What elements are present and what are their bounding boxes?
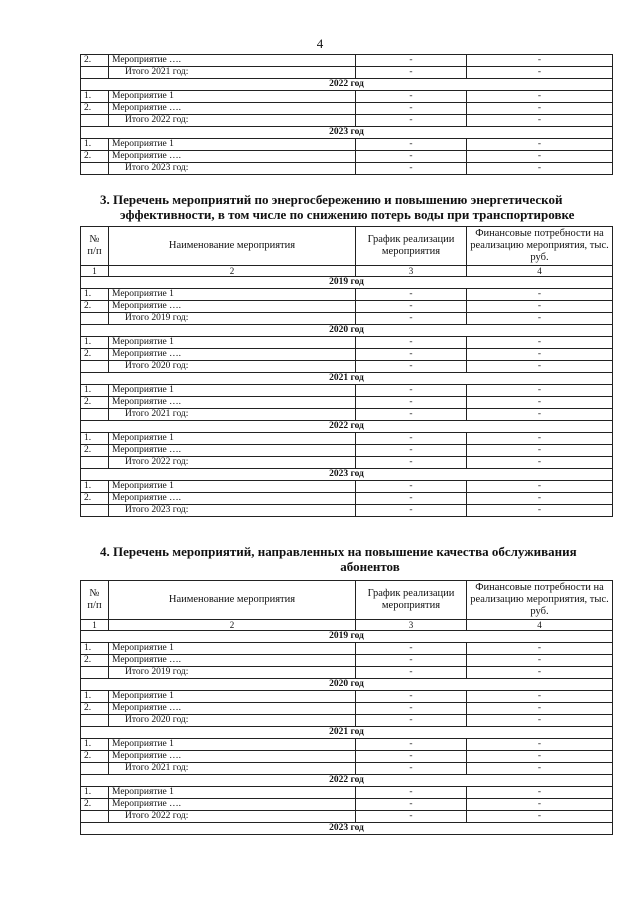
total-row [81,811,613,823]
column-number: 3 [356,266,467,277]
row-number: 2. [81,751,109,763]
schedule-cell: - [356,433,467,445]
row-number: 2. [81,655,109,667]
schedule-cell: - [356,151,467,163]
section-4-heading-line1: 4. Перечень мероприятий, направленных на повышение качества обслуживания [100,544,577,559]
schedule-cell: - [356,337,467,349]
activity-name: Мероприятие …. [109,301,356,313]
cost-cell: - [467,667,613,679]
cost-cell: - [467,91,613,103]
section-3-heading-line2: эффективности, в том числе по снижению потерь воды при транспортировке [120,207,575,222]
schedule-cell: - [356,289,467,301]
cost-cell: - [467,763,613,775]
column-number: 4 [467,620,613,631]
cost-cell: - [467,289,613,301]
year-label: 2021 год [81,727,613,739]
schedule-cell: - [356,385,467,397]
schedule-cell: - [356,397,467,409]
cost-cell: - [467,349,613,361]
table-row [81,91,613,103]
total-label: Итого 2021 год: [109,763,356,775]
year-row [81,823,613,835]
cost-cell: - [467,139,613,151]
year-label: 2022 год [81,79,613,91]
header-name: Наименование мероприятия [109,581,356,620]
table-row [81,739,613,751]
total-label: Итого 2019 год: [109,667,356,679]
year-label: 2022 год [81,775,613,787]
schedule-cell: - [356,481,467,493]
cost-cell: - [467,397,613,409]
year-label: 2023 год [81,823,613,835]
cost-cell: - [467,301,613,313]
table-row [81,103,613,115]
activity-name: Мероприятие 1 [109,289,356,301]
table-row [81,55,613,67]
total-label: Итого 2023 год: [109,163,356,175]
table-row [81,289,613,301]
table-row [81,151,613,163]
year-row [81,127,613,139]
header-name: Наименование мероприятия [109,227,356,266]
row-number: 1. [81,91,109,103]
row-number: 2. [81,703,109,715]
row-number [81,67,109,79]
table-row [81,139,613,151]
row-number: 2. [81,349,109,361]
schedule-cell: - [356,349,467,361]
table-row [81,703,613,715]
table-row [81,433,613,445]
cost-cell: - [467,493,613,505]
activity-name: Мероприятие 1 [109,91,356,103]
schedule-cell: - [356,313,467,325]
column-number-row [81,266,613,277]
total-row [81,715,613,727]
section-4-table [80,580,613,835]
schedule-cell: - [356,787,467,799]
total-row [81,505,613,517]
row-number: 2. [81,799,109,811]
header-schedule: График реализации мероприятия [356,581,467,620]
activity-name: Мероприятие 1 [109,385,356,397]
row-number: 1. [81,787,109,799]
column-number: 4 [467,266,613,277]
row-number [81,163,109,175]
table-row [81,349,613,361]
schedule-cell: - [356,751,467,763]
row-number [81,115,109,127]
row-number: 2. [81,397,109,409]
activity-name: Мероприятие …. [109,103,356,115]
schedule-cell: - [356,115,467,127]
schedule-cell: - [356,691,467,703]
year-row [81,421,613,433]
activity-name: Мероприятие …. [109,55,356,67]
section-3-table [80,226,613,517]
cost-cell: - [467,115,613,127]
activity-name: Мероприятие …. [109,493,356,505]
total-row [81,361,613,373]
row-number: 2. [81,493,109,505]
column-number: 1 [81,266,109,277]
schedule-cell: - [356,763,467,775]
schedule-cell: - [356,457,467,469]
activity-name: Мероприятие 1 [109,139,356,151]
year-row [81,325,613,337]
header-num: № п/п [81,227,109,266]
row-number: 2. [81,151,109,163]
cost-cell: - [467,361,613,373]
total-row [81,313,613,325]
header-schedule: График реализации мероприятия [356,227,467,266]
row-number: 1. [81,739,109,751]
row-number: 1. [81,643,109,655]
schedule-cell: - [356,55,467,67]
row-number: 1. [81,337,109,349]
row-number [81,505,109,517]
cost-cell: - [467,337,613,349]
section-4-heading [100,544,620,574]
cost-cell: - [467,655,613,667]
total-label: Итого 2023 год: [109,505,356,517]
year-row [81,727,613,739]
row-number [81,811,109,823]
activity-name: Мероприятие 1 [109,739,356,751]
total-row [81,409,613,421]
schedule-cell: - [356,409,467,421]
table-row [81,643,613,655]
schedule-cell: - [356,493,467,505]
cost-cell: - [467,643,613,655]
year-row [81,631,613,643]
row-number: 2. [81,103,109,115]
total-label: Итого 2022 год: [109,115,356,127]
year-row [81,79,613,91]
table-row [81,787,613,799]
table-row [81,397,613,409]
column-number-row [81,620,613,631]
page-number: 4 [316,36,324,51]
table-row [81,799,613,811]
cost-cell: - [467,67,613,79]
year-label: 2023 год [81,127,613,139]
activity-name: Мероприятие …. [109,151,356,163]
activity-name: Мероприятие …. [109,655,356,667]
year-label: 2019 год [81,631,613,643]
row-number [81,457,109,469]
schedule-cell: - [356,361,467,373]
activity-name: Мероприятие …. [109,349,356,361]
activity-name: Мероприятие …. [109,751,356,763]
schedule-cell: - [356,703,467,715]
row-number [81,361,109,373]
table-row [81,751,613,763]
cost-cell: - [467,163,613,175]
table-header-row [81,581,613,620]
cost-cell: - [467,385,613,397]
schedule-cell: - [356,67,467,79]
row-number: 2. [81,55,109,67]
row-number [81,409,109,421]
total-row [81,163,613,175]
total-row [81,667,613,679]
activity-name: Мероприятие 1 [109,787,356,799]
column-number: 2 [109,620,356,631]
section-3-heading-line1: 3. Перечень мероприятий по энергосбережению и повышению энергетической [100,192,563,207]
cost-cell: - [467,55,613,67]
table-row [81,337,613,349]
row-number: 2. [81,301,109,313]
activity-name: Мероприятие …. [109,445,356,457]
schedule-cell: - [356,91,467,103]
cost-cell: - [467,445,613,457]
year-row [81,469,613,481]
section-3-heading [100,192,620,222]
total-label: Итого 2021 год: [109,409,356,421]
header-num: № п/п [81,581,109,620]
year-row [81,373,613,385]
row-number: 2. [81,445,109,457]
year-row [81,679,613,691]
row-number [81,715,109,727]
year-label: 2021 год [81,373,613,385]
schedule-cell: - [356,655,467,667]
schedule-cell: - [356,739,467,751]
section-4-heading-line2: абонентов [340,559,400,574]
row-number: 1. [81,433,109,445]
row-number [81,313,109,325]
activity-name: Мероприятие …. [109,397,356,409]
total-row [81,115,613,127]
activity-name: Мероприятие 1 [109,481,356,493]
schedule-cell: - [356,667,467,679]
year-label: 2020 год [81,325,613,337]
schedule-cell: - [356,643,467,655]
total-label: Итого 2020 год: [109,361,356,373]
table-row [81,481,613,493]
activity-name: Мероприятие 1 [109,643,356,655]
column-number: 3 [356,620,467,631]
row-number [81,763,109,775]
cost-cell: - [467,691,613,703]
cost-cell: - [467,739,613,751]
activity-name: Мероприятие 1 [109,337,356,349]
year-row [81,775,613,787]
row-number: 1. [81,139,109,151]
row-number: 1. [81,385,109,397]
cost-cell: - [467,313,613,325]
table-row [81,445,613,457]
total-label: Итого 2021 год: [109,67,356,79]
row-number [81,667,109,679]
schedule-cell: - [356,799,467,811]
row-number: 1. [81,481,109,493]
schedule-cell: - [356,139,467,151]
activity-name: Мероприятие 1 [109,691,356,703]
cost-cell: - [467,151,613,163]
schedule-cell: - [356,505,467,517]
header-cost: Финансовые потребности на реализацию мероприятия, тыс. руб. [467,227,613,266]
total-row [81,457,613,469]
schedule-cell: - [356,103,467,115]
total-label: Итого 2022 год: [109,811,356,823]
activity-name: Мероприятие 1 [109,433,356,445]
cost-cell: - [467,799,613,811]
total-label: Итого 2019 год: [109,313,356,325]
table-row [81,691,613,703]
cost-cell: - [467,505,613,517]
column-number: 1 [81,620,109,631]
schedule-cell: - [356,715,467,727]
schedule-cell: - [356,301,467,313]
cost-cell: - [467,481,613,493]
year-row [81,277,613,289]
year-label: 2022 год [81,421,613,433]
cost-cell: - [467,787,613,799]
top-table [80,54,613,175]
schedule-cell: - [356,811,467,823]
cost-cell: - [467,715,613,727]
header-cost: Финансовые потребности на реализацию мероприятия, тыс. руб. [467,581,613,620]
cost-cell: - [467,751,613,763]
cost-cell: - [467,703,613,715]
total-row [81,763,613,775]
row-number: 1. [81,691,109,703]
cost-cell: - [467,433,613,445]
cost-cell: - [467,103,613,115]
schedule-cell: - [356,163,467,175]
activity-name: Мероприятие …. [109,703,356,715]
row-number: 1. [81,289,109,301]
cost-cell: - [467,409,613,421]
table-row [81,655,613,667]
cost-cell: - [467,457,613,469]
table-header-row [81,227,613,266]
column-number: 2 [109,266,356,277]
year-label: 2019 год [81,277,613,289]
table-row [81,301,613,313]
year-label: 2023 год [81,469,613,481]
table-row [81,385,613,397]
total-row [81,67,613,79]
table-row [81,493,613,505]
schedule-cell: - [356,445,467,457]
year-label: 2020 год [81,679,613,691]
total-label: Итого 2020 год: [109,715,356,727]
cost-cell: - [467,811,613,823]
total-label: Итого 2022 год: [109,457,356,469]
activity-name: Мероприятие …. [109,799,356,811]
